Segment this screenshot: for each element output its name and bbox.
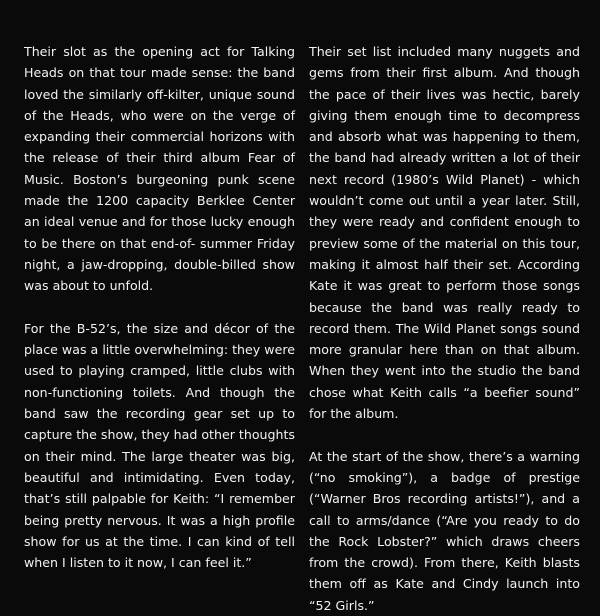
right-paragraph-1: Their set list included many nuggets and gems from their first album. And though the pace of their lives was hectic, barely giving them enough time to decompress and absorb what was happening to them, the band had already written a lot of their next record (1980’s Wild Planet) - which wouldn’t come out until a year later. Still, they were ready and confident enough to preview some of the material on this tour, making it almost half their set. According Kate it was great to perform those songs because the band was really ready to record them. The Wild Planet songs sound more granular here than on that album. When they went into the studio the band chose what Keith calls “a beefier sound” for the album.	[309, 44, 580, 422]
left-paragraph-2: For the B-52’s, the size and décor of the place was a little overwhelming: they were used to playing cramped, little clubs with non-functioning toilets. And though the band saw the recording gear set up to capture the show, they had other thoughts on their mind. The large theater was big, beautiful and intimidating. Even today, that’s still palpable for Keith: “I remember being pretty nervous. It was a high profile show for us at the time. I can kind of tell when I listen to it now, I can feel it.”	[24, 320, 295, 571]
right-paragraph-2: At the start of the show, there’s a warning (“no smoking”), a badge of prestige (“Warner Bros recording artists!”), and a call to arms/dance (“Are you ready to do the Rock Lobster?” which draws cheers from the crowd). From there, Keith blasts them off as Kate and Cindy launch into “52 Girls.”	[309, 448, 580, 613]
right-text-column	[309, 41, 580, 616]
left-text-column	[24, 41, 295, 573]
left-paragraph-1: Their slot as the opening act for Talking Heads on that tour made sense: the band loved the similarly off-kilter, unique sound of the Heads, who were on the verge of expanding their commercial horizons with the release of their third album Fear of Music. Boston’s burgeoning punk scene made the 1200 capacity Berklee Center an ideal venue and for those lucky enough to be there on that end-of- summer Friday night, a jaw-dropping, double-billed show was about to unfold.	[24, 44, 295, 294]
